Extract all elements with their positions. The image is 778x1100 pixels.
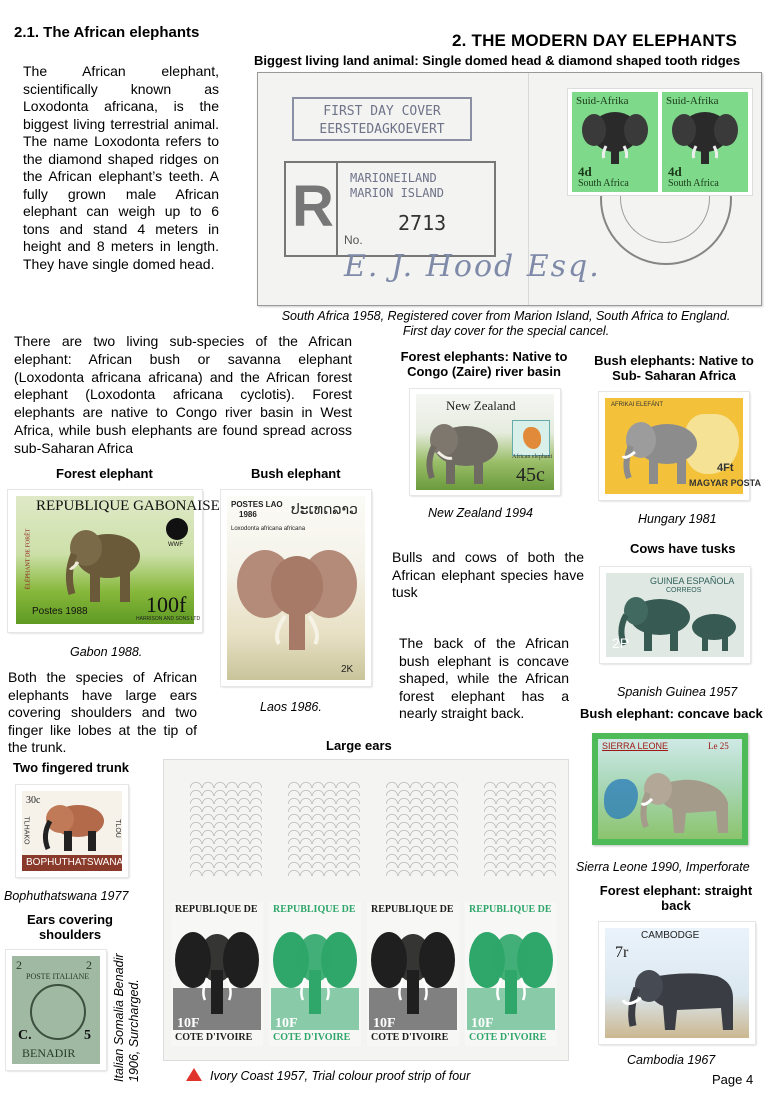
elephant-icon (173, 918, 261, 1030)
elephant-icon (36, 799, 112, 853)
gabon-title: REPUBLIQUE GABONAISE (36, 498, 220, 514)
straight-back-label: Forest elephant: straight back (599, 883, 753, 913)
back-text: The back of the African bush elephant is concave shaped, while the African forest elephant has a nearly straight back. (399, 635, 569, 721)
triangle-icon (186, 1068, 202, 1081)
gabon-value: 100f (146, 592, 187, 617)
subheading: Biggest living land animal: Single domed head & diamond shaped tooth ridges (254, 53, 741, 68)
nz-value: 45c (516, 464, 545, 486)
spanish-guinea-caption: Spanish Guinea 1957 (617, 685, 738, 699)
elephant-icon (582, 108, 648, 164)
reg-line1: MARIONEILAND (350, 171, 437, 185)
ivory-coast-caption: Ivory Coast 1957, Trial colour proof strip of four (210, 1069, 471, 1083)
cover-caption-line2: First day cover for the special cancel. (402, 324, 610, 338)
stamp-benadir: 2 2 POSTE ITALIANE C. 5 BENADIR (6, 950, 106, 1070)
elephant-icon (271, 918, 359, 1030)
ivory-coast-proofs (171, 902, 561, 1046)
handwritten-address: E. J. Hood Esq. (344, 249, 601, 284)
cows-tusks-label: Cows have tusks (630, 541, 736, 556)
elephant-icon (235, 540, 359, 658)
cover-stamp-right: Suid-Afrika 4d South Africa (662, 92, 748, 192)
laos-caption: Laos 1986. (260, 700, 322, 714)
concave-back-label: Bush elephant: concave back (580, 706, 763, 721)
elephant-icon (672, 108, 738, 164)
page-number: Page 4 (712, 1072, 754, 1087)
elephant-icon (369, 918, 457, 1030)
bush-elephant-label: Bush elephant (251, 466, 341, 481)
new-zealand-caption: New Zealand 1994 (428, 506, 533, 520)
subspecies-paragraph: There are two living sub-species of the African elephant: African bush or savanna elephant (Loxodonta africana africana) and the African forest elephant (Loxodonta africana cyclotis). Forest elephants are native to Congo river basin in West Africa, while bush elephants are found spread across sub-Saharan Africa (14, 333, 352, 456)
main-heading: 2. THE MODERN DAY ELEPHANTS (452, 31, 738, 50)
bush-native-label: Bush elephants: Native to Sub- Saharan Africa (594, 353, 754, 383)
proof-stamp: REPUBLIQUE DE 10F COTE D'IVOIRE (269, 902, 361, 1046)
nz-title: New Zealand (446, 398, 516, 413)
elephant-icon (467, 918, 555, 1030)
fdc-line2: EERSTEDAGKOEVERT (319, 122, 445, 137)
tusk-text: Bulls and cows of both the African elephant species have tusk (392, 549, 584, 600)
reg-line2: MARION ISLAND (350, 186, 444, 200)
gabon-caption: Gabon 1988. (70, 645, 143, 659)
stamp-cambodia: CAMBODGE 7r (599, 922, 755, 1044)
elephant-icon (422, 416, 508, 486)
wwf-panda-icon (166, 518, 188, 540)
stamp-sierra-leone: SIERRA LEONE Le 25 (592, 733, 748, 845)
cover-caption-line1: South Africa 1958, Registered cover from Marion Island, South Africa to England. (281, 309, 731, 323)
section-heading: 2.1. The African elephants (14, 24, 200, 41)
cambodia-caption: Cambodia 1967 (627, 1053, 716, 1067)
bophuthatswana-caption: Bophuthatswana 1977 (4, 889, 129, 903)
elephant-icon (615, 414, 705, 486)
two-finger-label: Two fingered trunk (13, 760, 130, 775)
forest-native-label: Forest elephants: Native to Congo (Zaire) river basin (400, 349, 568, 379)
stamp-gabon: REPUBLIQUE GABONAISE WWF ÉLÉPHANT DE FORÊT Postes 1988 100f HARRISON AND SONS LTD (8, 490, 202, 632)
ears-shoulders-label: Ears covering shoulders (27, 912, 113, 942)
elephant-icon (632, 757, 742, 837)
hungary-caption: Hungary 1981 (638, 512, 717, 526)
fdc-line1: FIRST DAY COVER (323, 104, 441, 119)
reg-letter: R (292, 174, 334, 239)
proof-stamp: REPUBLIQUE DE 10F COTE D'IVOIRE (367, 902, 459, 1046)
stamp-hungary: AFRIKAI ELEFÁNT 4Ft MAGYAR POSTA (599, 392, 749, 500)
sierra-leone-caption: Sierra Leone 1990, Imperforate (576, 860, 750, 874)
forest-elephant-label: Forest elephant (56, 466, 153, 481)
registered-cover (257, 72, 762, 306)
proof-stamp: REPUBLIQUE DE 10F COTE D'IVOIRE (465, 902, 557, 1046)
stamp-bophuthatswana: 30c TLHAKO TLOU BOPHUTHATSWANA (16, 785, 128, 877)
reg-no: No. (344, 233, 363, 247)
cover-stamp-left: Suid-Afrika 4d South Africa (572, 92, 658, 192)
stamp-new-zealand: New Zealand African elephant 45c (410, 389, 560, 495)
fdc-cachet (292, 97, 472, 141)
ears-text: Both the species of African elephants have large ears covering shoulders and two finger like lobes at the tip of the trunk. (8, 669, 197, 755)
large-ears-label: Large ears (326, 738, 392, 753)
elephant-icon (30, 984, 86, 1040)
stamp-spanish-guinea: GUINEA ESPAÑOLA CORREOS 2P (600, 567, 750, 663)
intro-paragraph: The African elephant, scientifically known as Loxodonta africana, is the biggest living terrestrial animal. The name Loxodonta refers to the diamond shaped ridges on the African elephant’s teeth. A fully grown male African elephant can weigh up to 6 tons and stand 4 meters in height and 8 meters in length. They have single domed head. (23, 63, 219, 272)
benadir-caption: Italian Somalia Benadir 1906, Surcharged. (112, 953, 141, 1082)
elephant-icon (617, 958, 743, 1034)
elephant-icon (46, 518, 156, 606)
reg-number: 2713 (398, 211, 447, 235)
registration-label (284, 161, 496, 257)
proof-stamp: REPUBLIQUE DE 10F COTE D'IVOIRE (171, 902, 263, 1046)
elephant-icon (610, 589, 742, 653)
cover-stamps (568, 89, 752, 195)
stamp-laos: POSTES LAO 1986 ປະເທດລາວ Loxodonta africana africana 2K (221, 490, 371, 686)
